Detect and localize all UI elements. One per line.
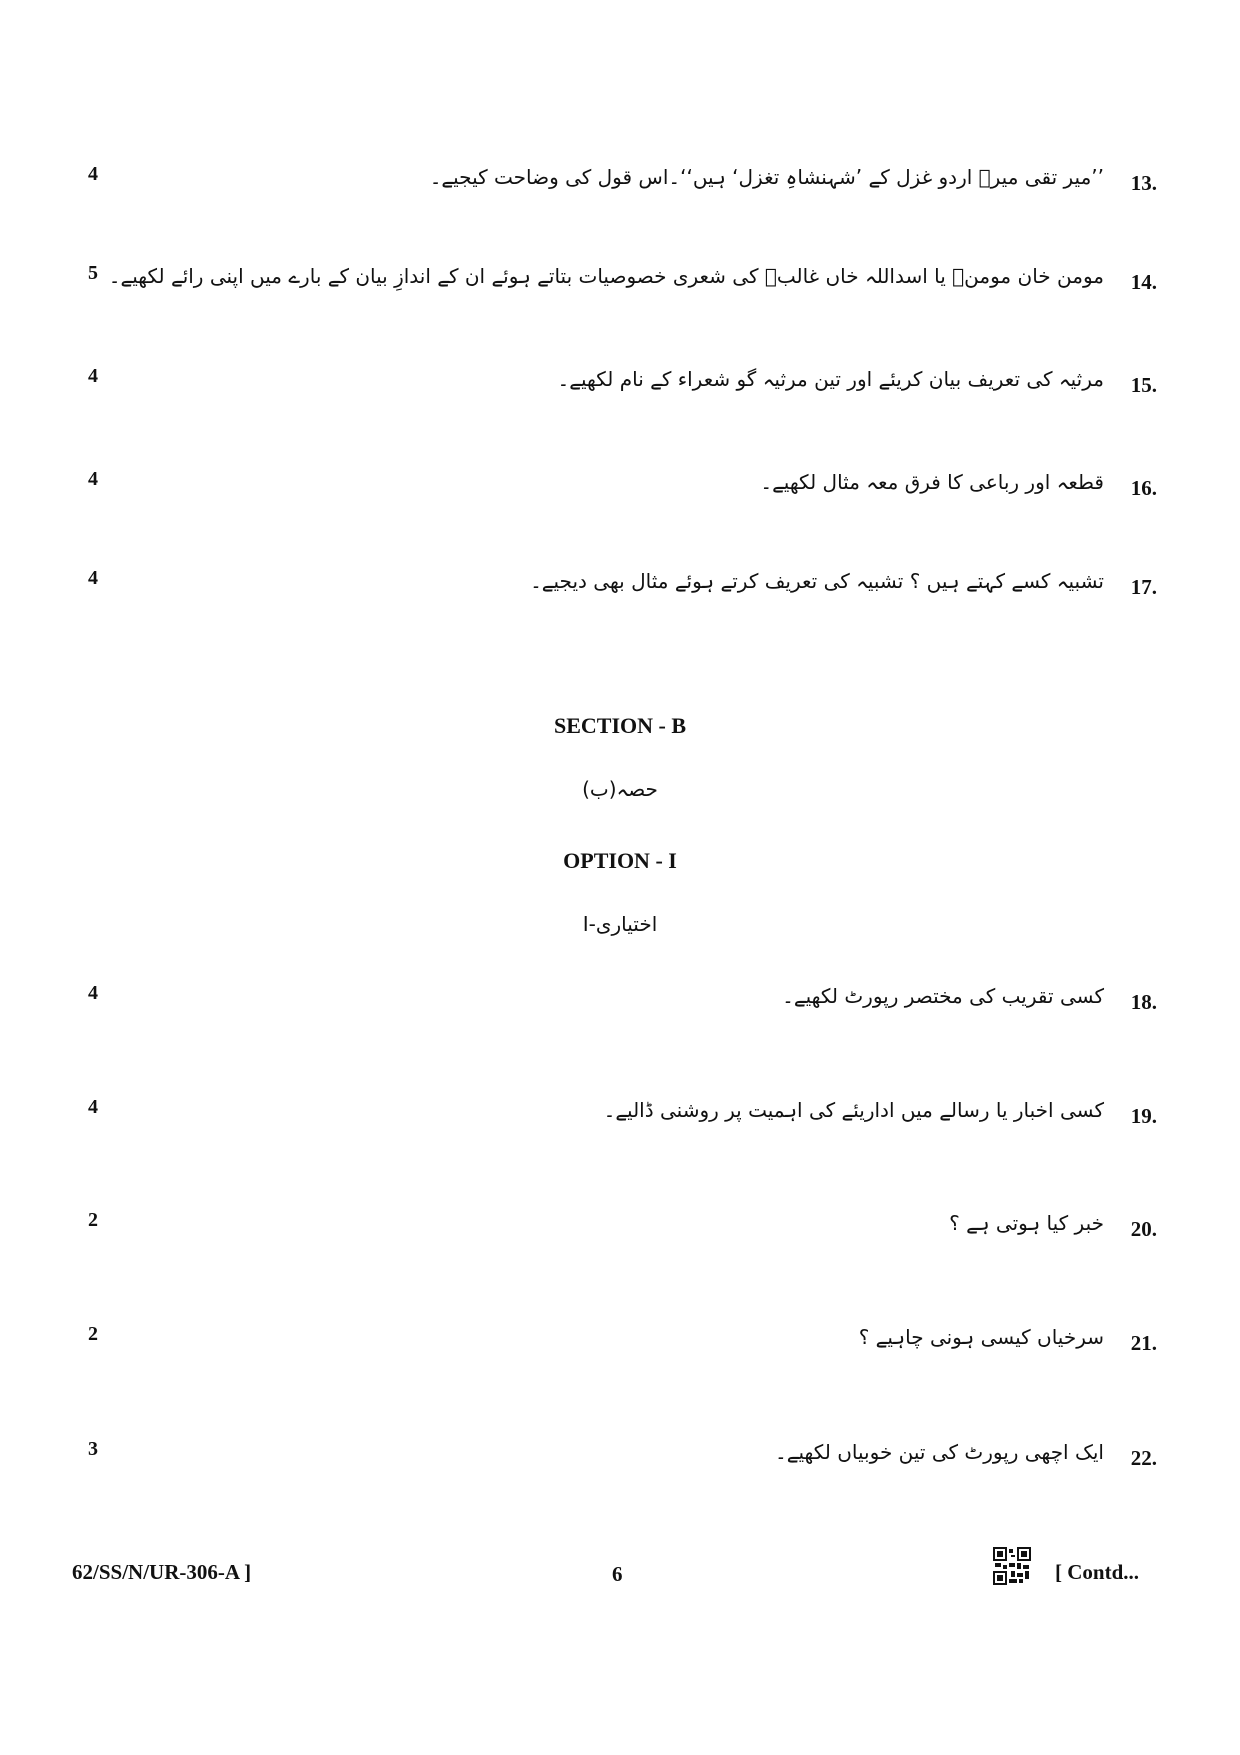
question-marks: 4 <box>88 163 98 185</box>
question-20 <box>0 1209 1240 1269</box>
question-number: 19. <box>1130 1104 1157 1128</box>
page-number: 6 <box>612 1562 623 1586</box>
question-text: مومن خان مومنؔ یا اسداللہ خاں غالبؔ کی شعری خصوصیات بتاتے ہوئے ان کے اندازِ بیان کے بارے میں اپنی رائے لکھیے۔ <box>108 264 1104 288</box>
question-number: 20. <box>1130 1217 1157 1241</box>
question-text: قطعہ اور رباعی کا فرق معہ مثال لکھیے۔ <box>760 470 1104 494</box>
question-21 <box>0 1323 1240 1383</box>
question-text: ’’میر تقی میرؔ اردو غزل کے ’شہنشاہِ تغزل‘ ہیں‘‘۔اس قول کی وضاحت کیجیے۔ <box>429 165 1104 189</box>
question-number: 15. <box>1130 373 1157 397</box>
question-text: مرثیہ کی تعریف بیان کریئے اور تین مرثیہ گو شعراء کے نام لکھیے۔ <box>557 367 1104 391</box>
question-marks: 4 <box>88 365 98 387</box>
question-text: سرخیاں کیسی ہونی چاہیے ؟ <box>858 1325 1104 1349</box>
qr-code-icon <box>993 1547 1031 1585</box>
question-14 <box>0 262 1240 322</box>
paper-code: 62/SS/N/UR-306-A ] <box>72 1560 252 1584</box>
question-18 <box>0 982 1240 1042</box>
question-16 <box>0 468 1240 528</box>
section-title-urdu: حصہ(ب) <box>582 777 658 801</box>
question-19 <box>0 1096 1240 1156</box>
question-13 <box>0 163 1240 223</box>
question-marks: 4 <box>88 1096 98 1118</box>
option-title: OPTION - I <box>563 848 677 873</box>
question-marks: 3 <box>88 1438 98 1460</box>
question-text: کسی تقریب کی مختصر رپورٹ لکھیے۔ <box>782 984 1104 1008</box>
question-marks: 4 <box>88 468 98 490</box>
option-title-urdu: اختیاری-I <box>582 912 658 936</box>
question-text: خبر کیا ہوتی ہے ؟ <box>949 1211 1104 1235</box>
question-22 <box>0 1438 1240 1498</box>
section-title: SECTION - B <box>553 713 687 738</box>
question-marks: 4 <box>88 567 98 589</box>
question-number: 21. <box>1130 1331 1157 1355</box>
question-number: 14. <box>1130 270 1157 294</box>
question-number: 18. <box>1130 990 1157 1014</box>
question-15 <box>0 365 1240 425</box>
question-number: 22. <box>1130 1446 1157 1470</box>
question-number: 13. <box>1130 171 1157 195</box>
question-text: تشبیہ کسے کہتے ہیں ؟ تشبیہ کی تعریف کرتے ہوئے مثال بھی دیجیے۔ <box>530 569 1104 593</box>
question-marks: 2 <box>88 1209 98 1231</box>
continued-label: [ Contd... <box>1055 1560 1140 1584</box>
question-marks: 4 <box>88 982 98 1004</box>
question-marks: 5 <box>88 262 98 284</box>
question-17 <box>0 567 1240 627</box>
question-marks: 2 <box>88 1323 98 1345</box>
question-text: کسی اخبار یا رسالے میں اداریئے کی اہمیت پر روشنی ڈالیے۔ <box>603 1098 1104 1122</box>
question-text: ایک اچھی رپورٹ کی تین خوبیاں لکھیے۔ <box>775 1440 1104 1464</box>
question-number: 17. <box>1130 575 1157 599</box>
question-number: 16. <box>1130 476 1157 500</box>
